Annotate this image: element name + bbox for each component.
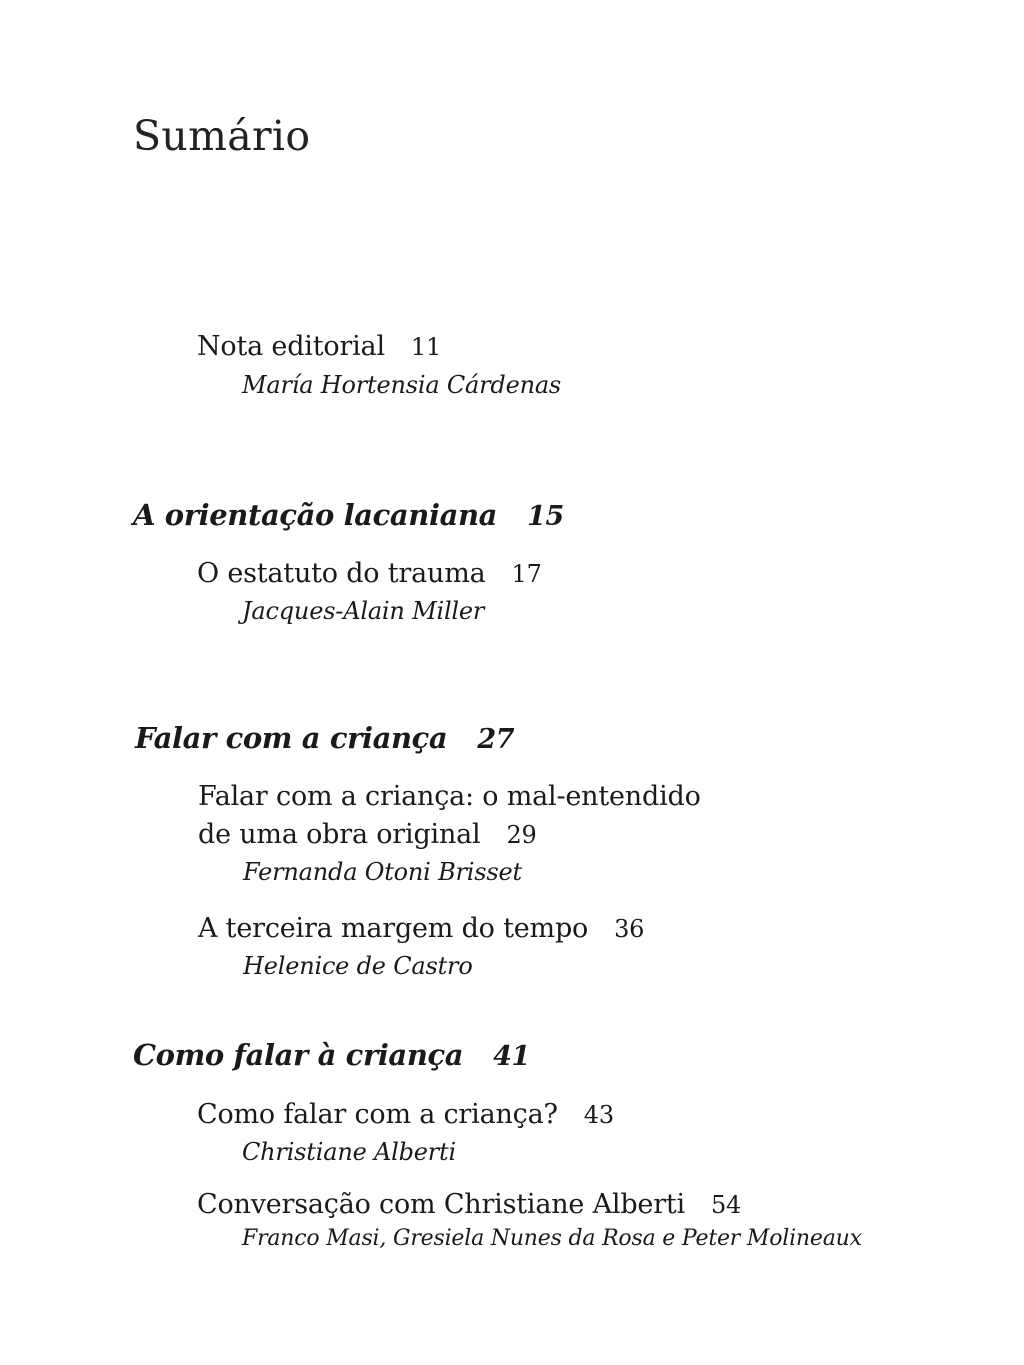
toc-entry-mal-entendido[interactable]: [198, 778, 701, 854]
entry-page-number: 43: [583, 1101, 614, 1129]
entry-author: Fernanda Otoni Brisset: [243, 858, 522, 886]
entry-title: Como falar com a criança?: [197, 1099, 558, 1130]
toc-entry-nota-editorial[interactable]: [197, 328, 441, 366]
entry-page-number: 29: [506, 821, 537, 849]
toc-entry-estatuto-trauma[interactable]: [197, 555, 542, 593]
section-title: Falar com a criança: [135, 721, 448, 755]
toc-section-falar-com-crianca[interactable]: [135, 721, 514, 755]
page-title: Sumário: [133, 112, 311, 160]
entry-author: Christiane Alberti: [242, 1138, 456, 1166]
toc-entry-terceira-margem[interactable]: [198, 910, 644, 948]
entry-title: A terceira margem do tempo: [198, 913, 589, 944]
entry-author: Franco Masi, Gresiela Nunes da Rosa e Peter Molineaux: [242, 1226, 862, 1251]
toc-entry-conversacao[interactable]: [197, 1186, 741, 1224]
section-page-number: 15: [527, 501, 564, 532]
entry-page-number: 11: [410, 333, 442, 361]
entry-title: Conversação com Christiane Alberti: [197, 1189, 685, 1220]
entry-title: O estatuto do trauma: [197, 558, 486, 589]
section-title: A orientação lacaniana: [133, 498, 498, 532]
section-title: Como falar à criança: [133, 1038, 464, 1072]
entry-page-number: 36: [614, 915, 645, 943]
toc-section-orientacao-lacaniana[interactable]: [133, 498, 564, 532]
entry-page-number: 17: [511, 560, 542, 588]
entry-title-line-2: de uma obra original: [198, 819, 481, 850]
section-page-number: 41: [493, 1041, 530, 1072]
entry-page-number: 54: [710, 1191, 742, 1219]
entry-author: María Hortensia Cárdenas: [242, 371, 562, 399]
entry-author: Jacques-Alain Miller: [242, 597, 485, 625]
entry-title: Nota editorial: [197, 331, 385, 362]
toc-section-como-falar-crianca[interactable]: [133, 1038, 530, 1072]
entry-title-line-1: Falar com a criança: o mal-entendido: [198, 781, 701, 812]
toc-entry-como-falar[interactable]: [197, 1096, 614, 1134]
entry-author: Helenice de Castro: [243, 952, 473, 980]
section-page-number: 27: [477, 724, 515, 755]
